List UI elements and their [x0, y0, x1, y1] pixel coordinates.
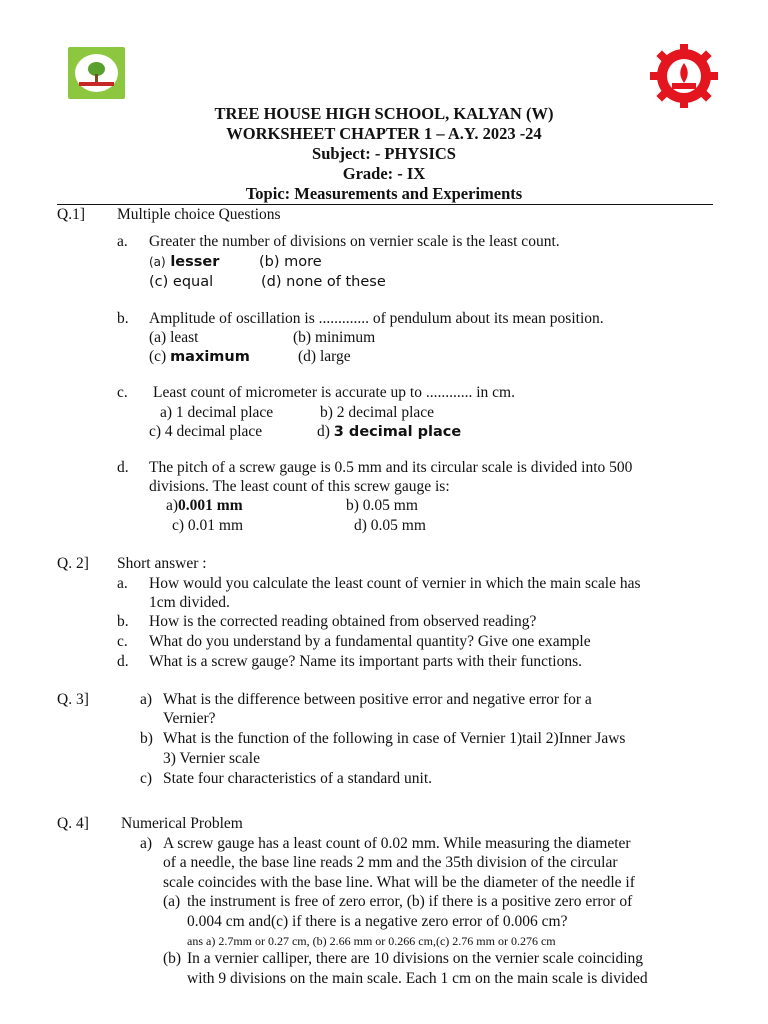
- q1b-option-b: (b) minimum: [293, 329, 376, 346]
- svss-gear-emblem: [645, 43, 723, 109]
- q1a-option-a: (a) lesser: [149, 254, 220, 270]
- q2a-line2: 1cm divided.: [149, 594, 230, 611]
- q1-title: Multiple choice Questions: [117, 206, 281, 223]
- q2-title: Short answer :: [117, 555, 207, 572]
- q1a-text: Greater the number of divisions on vernier scale is the least count.: [149, 233, 560, 250]
- worksheet-title: WORKSHEET CHAPTER 1 – A.Y. 2023 -24: [226, 124, 542, 143]
- q4a-label: a): [140, 835, 153, 852]
- q4a-sub-a-line1: the instrument is free of zero error, (b) if there is a positive zero error of: [187, 893, 633, 910]
- q3-number: Q. 3]: [57, 691, 89, 708]
- q4a-answer: ans a) 2.7mm or 0.27 cm, (b) 2.66 mm or 0.266 cm,(c) 2.76 mm or 0.276 cm: [187, 934, 556, 948]
- q4a-sub-a-line2: 0.004 cm and(c) if there is a negative zero error of 0.006 cm?: [187, 913, 568, 930]
- q1b-text: Amplitude of oscillation is ............. of pendulum about its mean position.: [149, 310, 604, 327]
- q1d-line1: The pitch of a screw gauge is 0.5 mm and its circular scale is divided into 500: [149, 459, 633, 476]
- q1c-option-a: a) 1 decimal place: [160, 404, 274, 421]
- q1d-option-b: b) 0.05 mm: [346, 497, 418, 514]
- q1-number: Q.1]: [57, 206, 85, 223]
- q4a-sub-a-label: (a): [163, 893, 181, 910]
- q2a-line1: How would you calculate the least count of vernier in which the main scale has: [149, 575, 641, 592]
- q3c-label: c): [140, 770, 153, 787]
- q4a-line3: scale coincides with the base line. What will be the diameter of the needle if: [163, 874, 635, 891]
- q3a-line2: Vernier?: [163, 710, 216, 727]
- q3b-line1: What is the function of the following in case of Vernier 1)tail 2)Inner Jaws: [163, 730, 626, 747]
- q1a-option-c: (c) equal: [149, 274, 214, 290]
- q2c-line1: What do you understand by a fundamental quantity? Give one example: [149, 633, 591, 650]
- q1b-option-a: (a) least: [149, 329, 199, 346]
- q4-number: Q. 4]: [57, 815, 89, 832]
- q4a-sub-b-line1: In a vernier calliper, there are 10 divisions on the vernier scale coinciding: [187, 950, 644, 967]
- q3a-line1: What is the difference between positive error and negative error for a: [163, 691, 592, 708]
- grade-line: Grade: - IX: [342, 164, 426, 183]
- q4a-sub-b-label: (b): [163, 950, 182, 967]
- topic-line: Topic: Measurements and Experiments: [245, 184, 523, 203]
- q3a-label: a): [140, 691, 153, 708]
- q4a-sub-b-line2: with 9 divisions on the main scale. Each 1 cm on the main scale is divided: [187, 970, 648, 987]
- q1d-option-c: c) 0.01 mm: [172, 517, 244, 534]
- q3c-line1: State four characteristics of a standard unit.: [163, 770, 432, 787]
- q4-title: Numerical Problem: [121, 815, 243, 832]
- q1d-label: d.: [117, 459, 129, 476]
- header-divider: [57, 204, 713, 205]
- q2d-label: d.: [117, 653, 129, 670]
- q2-number: Q. 2]: [57, 555, 89, 572]
- subject-line: Subject: - PHYSICS: [312, 144, 456, 163]
- q1a-option-b: (b) more: [259, 254, 322, 270]
- q1c-label: c.: [117, 384, 128, 401]
- tree-house-logo: [68, 47, 125, 99]
- q1b-option-c: (c) maximum: [149, 348, 250, 365]
- q1a-label: a.: [117, 233, 128, 250]
- q1b-label: b.: [117, 310, 129, 327]
- q1b-option-d: (d) large: [298, 348, 351, 365]
- q2a-label: a.: [117, 575, 128, 592]
- school-name: TREE HOUSE HIGH SCHOOL, KALYAN (W): [214, 104, 554, 123]
- q2b-label: b.: [117, 613, 129, 630]
- q1a-option-d: (d) none of these: [261, 274, 386, 290]
- q3b-label: b): [140, 730, 153, 747]
- q1c-option-c: c) 4 decimal place: [149, 423, 263, 440]
- q1c-text: Least count of micrometer is accurate up to ............ in cm.: [153, 384, 515, 401]
- q3b-line2: 3) Vernier scale: [163, 750, 260, 767]
- q2b-line1: How is the corrected reading obtained from observed reading?: [149, 613, 537, 630]
- q4a-line2: of a needle, the base line reads 2 mm and the 35th division of the circular: [163, 854, 618, 871]
- q1c-option-b: b) 2 decimal place: [320, 404, 435, 421]
- q2d-line1: What is a screw gauge? Name its important parts with their functions.: [149, 653, 583, 670]
- q1d-option-a: a)0.001 mm: [166, 497, 243, 514]
- q1c-option-d: d) 3 decimal place: [317, 423, 462, 440]
- q1d-line2: divisions. The least count of this screw gauge is:: [149, 478, 450, 495]
- q1d-option-d: d) 0.05 mm: [354, 517, 426, 534]
- q4a-line1: A screw gauge has a least count of 0.02 mm. While measuring the diameter: [163, 835, 631, 852]
- q2c-label: c.: [117, 633, 128, 650]
